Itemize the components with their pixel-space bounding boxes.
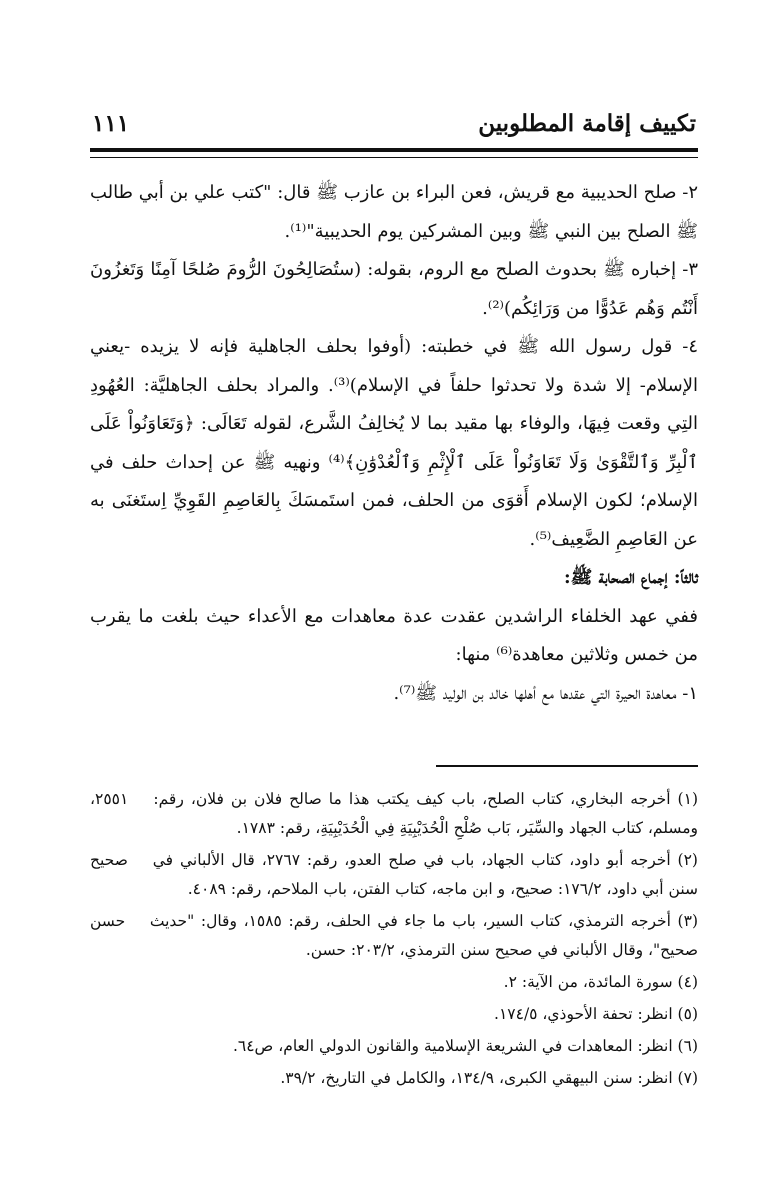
page-header bbox=[90, 100, 698, 152]
footnotes bbox=[90, 785, 698, 1093]
footnote-2 bbox=[90, 846, 698, 904]
footnote-7: (٧) انظر: سنن البيهقي الكبرى، ١٣٤/٩، والكامل في التاريخ، ٣٩/٢. bbox=[280, 1069, 698, 1087]
footnote-text: (١) أخرجه البخاري، كتاب الصلح، باب كيف يكتب هذا ما صالح فلان بن فلان، رقم: bbox=[153, 790, 698, 808]
running-title: تكييف إقامة المطلوبين bbox=[478, 110, 696, 137]
footnote-text: حسن صحيح"، وقال الألباني في صحيح سنن الترمذي، ٢٠٣/٢: حسن. bbox=[90, 912, 698, 959]
paragraph-caliphs: ففي عهد الخلفاء الراشدين عقدت عدة معاهدات مع الأعداء حيث بلغت ما يقرب من خمس وثلاثين معاهدة⁽⁶⁾ منها: bbox=[90, 605, 698, 665]
footnote-text: (٢) أخرجه أبو داود، كتاب الجهاد، باب في صلح العدو، رقم: ٢٧٦٧، قال الألباني في bbox=[152, 851, 698, 869]
footnote-divider bbox=[436, 765, 698, 767]
paragraph-alliance: ٤- قول رسول الله ﷺ في خطبته: (أوفوا بحلف الجاهلية فإنه لا يزيده -يعني الإسلام- إلا شدة ولا تحدثوا حلفاً في الإسلام)⁽³⁾. والمراد بحلف الجاهليَّة: العُهُودِ التِي وقعت فِيهَا، والوفاء بها مقيد بما لا يُخالِفُ الشَّرع، لقوله تَعَالَى: ﴿وَتَعَاوَنُواْ عَلَى ٱلْبِرِّ وَٱلتَّقْوَىٰ وَلَا تَعَاوَنُواْ عَلَى ٱلْإِثْمِ وَٱلْعُدْوَٰنِ﴾⁽⁴⁾ ونهيه ﷺ عن إحداث حلف في الإسلام؛ لكون الإسلام أَقوَى من الحلف، فمن استَمسَكَ بِالعَاصِمِ القَوِيِّ اِستَغنَى به عن العَاصِمِ الضَّعِيف⁽⁵⁾. bbox=[90, 336, 699, 550]
footnote-1 bbox=[90, 785, 698, 843]
section-heading: ثالثاً: إجماع الصحابة ﷺ: bbox=[564, 567, 698, 588]
footnote-5: (٥) انظر: تحفة الأحوذي، ١٧٤/٥. bbox=[494, 1005, 698, 1023]
footnote-text: ٢٥٥١، ومسلم، كتاب الجهاد والسِّيَر، بَاب صُلْحِ الْحُدَيْبِيَةِ فِي الْحُدَيْبِيَةِ، رقم: ١٧٨٣. bbox=[90, 790, 698, 837]
paragraph-hira-treaty: ١- معاهدة الحيرة التي عقدها مع أهلها خالد بن الوليد ﷺ⁽⁷⁾. bbox=[393, 682, 698, 704]
paragraph-hudaybiyah: ٢- صلح الحديبية مع قريش، فعن البراء بن عازب ﷺ قال: "كتب علي بن أبي طالب ﷺ الصلح بين النبي ﷺ وبين المشركين يوم الحديبية"⁽¹⁾. bbox=[90, 182, 698, 242]
footnote-6: (٦) انظر: المعاهدات في الشريعة الإسلامية والقانون الدولي العام، ص٦٤. bbox=[232, 1037, 698, 1055]
main-text bbox=[90, 174, 698, 713]
footnote-text: صحيح سنن أبي داود، ١٧٦/٢: صحيح، و ابن ماجه، كتاب الفتن، باب الملاحم، رقم: ٤٠٨٩. bbox=[90, 851, 698, 898]
page-number: ١١١ bbox=[92, 110, 130, 137]
footnote-3 bbox=[90, 907, 698, 965]
paragraph-rome-treaty: ٣- إخباره ﷺ بحدوث الصلح مع الروم، بقوله: (ستُصَالِحُونَ الرُّومَ صُلحًا آمِنًا وَتَغزُونَ أَنْتُم وَهُم عَدُوًّا من وَرَائِكُم)⁽²⁾. bbox=[90, 259, 698, 319]
book-page bbox=[90, 100, 698, 1096]
footnote-4: (٤) سورة المائدة، من الآية: ٢. bbox=[503, 973, 698, 991]
footnote-text: (٣) أخرجه الترمذي، كتاب السير، باب ما جاء في الحلف، رقم: ١٥٨٥، وقال: "حديث bbox=[149, 912, 698, 930]
